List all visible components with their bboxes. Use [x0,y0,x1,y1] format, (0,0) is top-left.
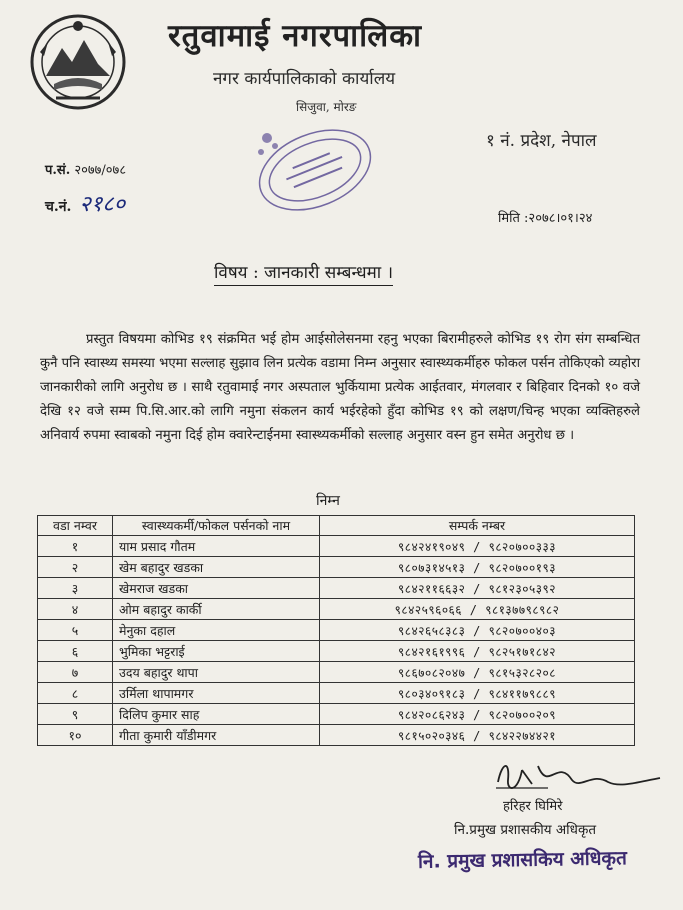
reference-cn-value: २१८० [79,192,126,217]
name-cell: ओम बहादुर कार्की [113,599,320,620]
table-row [38,704,635,725]
ward-cell: १० [38,725,113,746]
nepal-emblem-icon [28,12,128,112]
ward-cell: २ [38,557,113,578]
office-stamp-icon [245,120,385,220]
name-cell: भुमिका भट्टराई [113,641,320,662]
name-cell: गीता कुमारी याँडीमगर [113,725,320,746]
ward-cell: ४ [38,599,113,620]
phone-cell: ९८४२५९६०६६ / ९८१३७७९८९८२ [320,599,635,620]
designation-stamp: नि. प्रमुख प्रशासकिय अधिकृत [417,847,628,873]
table-row [38,725,635,746]
table-row [38,578,635,599]
table-row [38,683,635,704]
province-address: १ नं. प्रदेश, नेपाल [486,131,597,151]
ward-cell: ९ [38,704,113,725]
reference-cn: च.नं. २१८० [45,192,126,217]
name-cell: मेनुका दहाल [113,620,320,641]
ward-cell: ५ [38,620,113,641]
org-title: रतुवामाई नगरपालिका [168,18,423,54]
phone-cell: ९८६७०८२०४७ / ९८१५३२८२०८ [320,662,635,683]
list-title: निम्न [316,493,340,509]
letter-date: मिति :२०७८।०१।२४ [498,211,593,226]
reference-ps-value: २०७७/०७८ [74,163,127,178]
phone-cell: ९८१५०२०३४६ / ९८४२२७४४२१ [320,725,635,746]
contact-header: सम्पर्क नम्बर [320,516,635,536]
name-cell: उदय बहादुर थापा [113,662,320,683]
table-row [38,557,635,578]
table-row [38,599,635,620]
table-row [38,641,635,662]
ward-number-header: वडा नम्वर [38,516,113,536]
signatory-name: हरिहर घिमिरे [503,799,563,814]
phone-cell: ९८४२११६६३२ / ९८१२३०५३९२ [320,578,635,599]
phone-cell: ९८४२१६१९९६ / ९८२५१७१८४२ [320,641,635,662]
table-header-row [38,516,635,536]
signature-icon [488,752,668,800]
ward-cell: ७ [38,662,113,683]
reference-ps: प.सं. २०७७/०७८ [45,163,127,178]
table-row [38,620,635,641]
ward-cell: ८ [38,683,113,704]
ward-cell: १ [38,536,113,557]
table-row [38,662,635,683]
name-cell: दिलिप कुमार साह [113,704,320,725]
org-subtitle: नगर कार्यपालिकाको कार्यालय [213,69,396,89]
name-cell: खेमराज खडका [113,578,320,599]
signatory-title: नि.प्रमुख प्रशासकीय अधिकृत [454,822,597,838]
letter-body: प्रस्तुत विषयमा कोभिड १९ संक्रमित भई होम आईसोलेसनमा रहनु भएका बिरामीहरुले कोभिड १९ रोग संग सम्बन्धित कुनै पनि स्वास्थ्य समस्या भएमा सल्लाह सुझाव लिन प्रत्येक वडामा निम्न अनुसार स्वास्थ्यकर्मीहरु फोकल पर्सन तोकिएको व्यहोरा जानकारीको लागि अनुरोध छ । साथै रतुवामाई नगर अस्पताल भुर्कियामा प्रत्येक आईतवार, मंगलवार र बिहिवार दिनको १० वजे देखि १२ वजे सम्म पि.सि.आर.को लागि नमुना संकलन कार्य भईरहेको हुँदा कोभिड १९ को लक्षण/चिन्ह भएका व्यक्तिहरुले अनिवार्य रुपमा स्वाबको नमुना दिई होम क्वारेन्टाईनमा स्वास्थ्यकर्मीको सल्लाह अनुसार वस्न हुन समेत अनुरोध छ । [40,332,640,443]
phone-cell: ९८४२४१९०४९ / ९८२०७००३३३ [320,536,635,557]
phone-cell: ९८०७३१४५१३ / ९८२०७००१९३ [320,557,635,578]
name-cell: याम प्रसाद गौतम [113,536,320,557]
ward-cell: ३ [38,578,113,599]
letter-subject: विषय : जानकारी सम्बन्धमा । [214,260,393,286]
address-small: सिजुवा, मोरङ [296,100,357,114]
name-cell: खेम बहादुर खडका [113,557,320,578]
name-cell: उर्मिला थापामगर [113,683,320,704]
table-row [38,536,635,557]
phone-cell: ९८०३४०९१८३ / ९८४११७९८८९ [320,683,635,704]
name-header: स्वास्थ्यकर्मी/फोकल पर्सनको नाम [113,516,320,536]
ward-cell: ६ [38,641,113,662]
focal-person-table [37,515,635,746]
phone-cell: ९८४२०८६२४३ / ९८२०७००२०९ [320,704,635,725]
phone-cell: ९८४२६५८३८३ / ९८२०७००४०३ [320,620,635,641]
